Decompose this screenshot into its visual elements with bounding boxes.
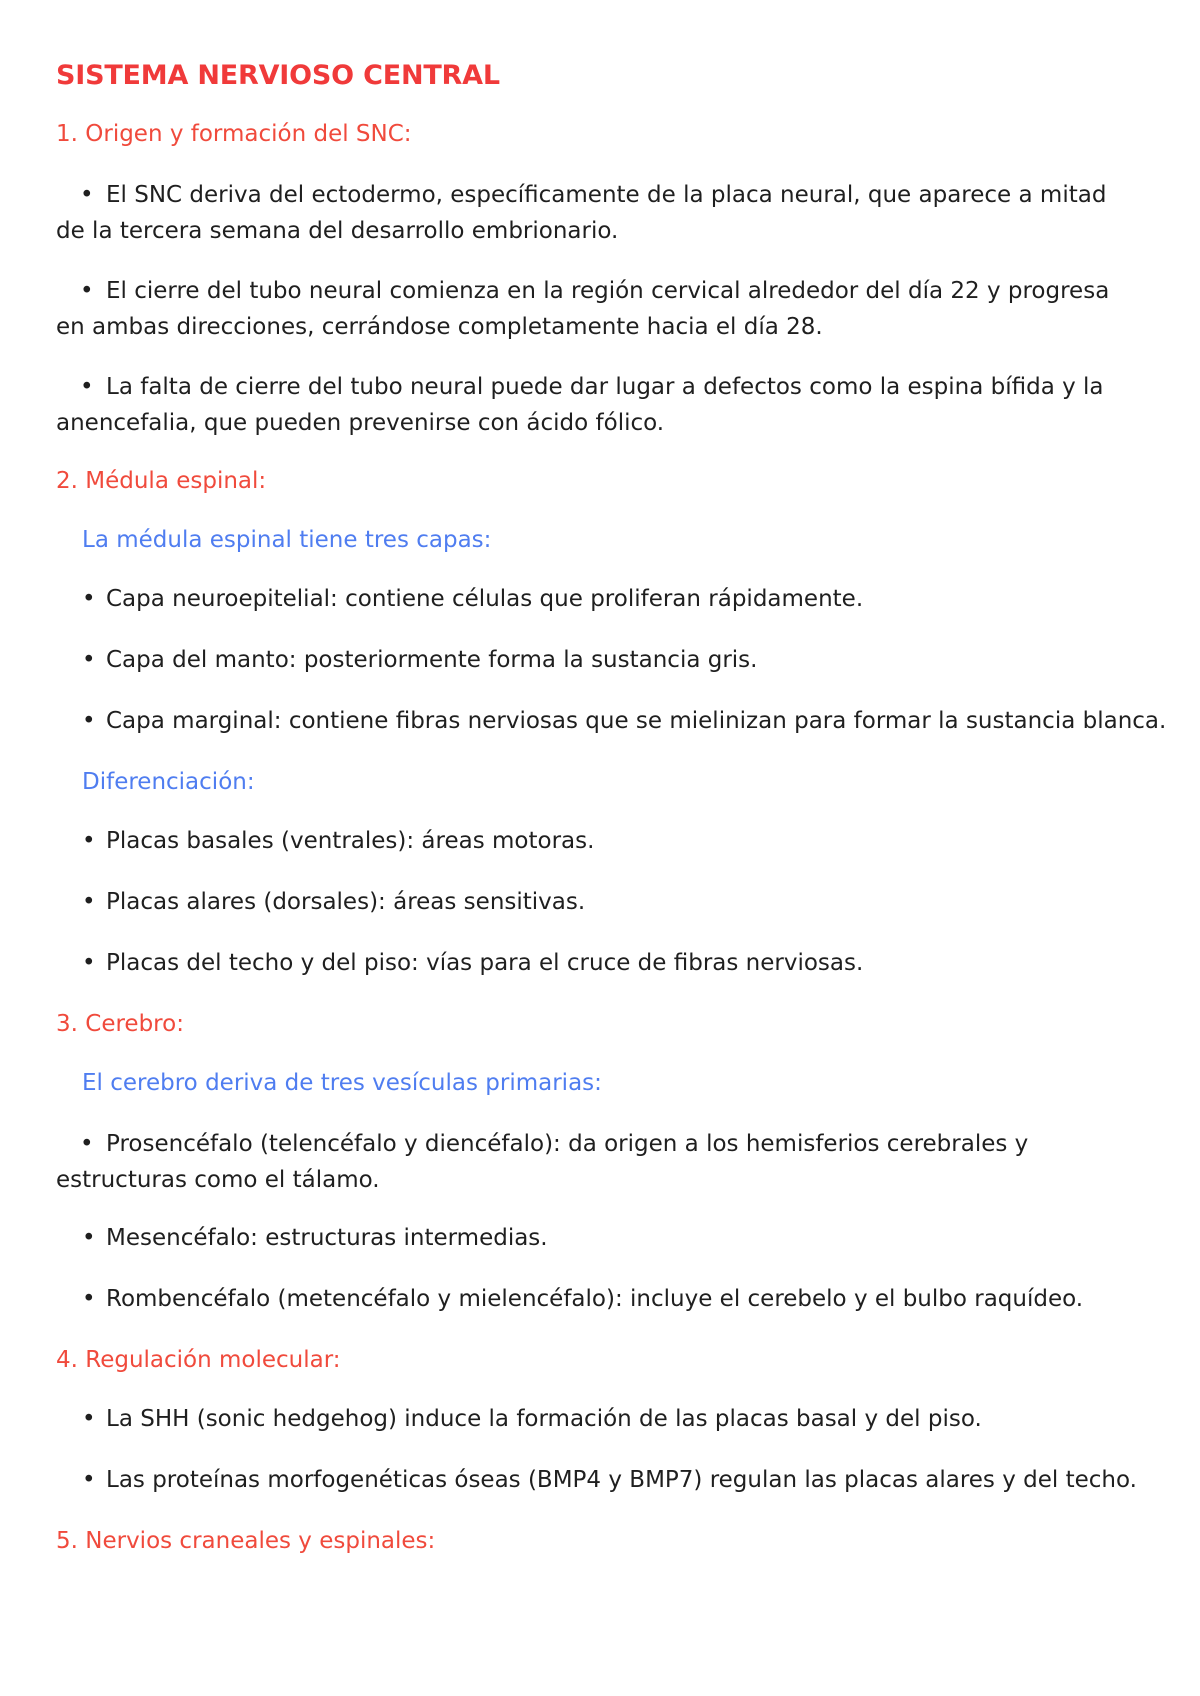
bullet-icon: • bbox=[82, 950, 96, 976]
list-item: • Placas del techo y del piso: vías para el cruce de fibras nerviosas. bbox=[82, 947, 1138, 979]
list-item: • Las proteínas morfogenéticas óseas (BMP4 y BMP7) regulan las placas alares y del techo. bbox=[82, 1464, 1138, 1496]
section-heading: 2. Médula espinal: bbox=[56, 468, 267, 494]
bullet-paragraph: • El SNC deriva del ectodermo, específicamente de la placa neural, que aparece a mitad de la tercera semana del desarrollo embrionario. bbox=[56, 177, 1138, 249]
list-item: • La SHH (sonic hedgehog) induce la formación de las placas basal y del piso. bbox=[82, 1403, 1138, 1435]
section-heading: 1. Origen y formación del SNC: bbox=[56, 121, 412, 147]
bullet-icon: • bbox=[82, 586, 96, 612]
list-item: • Capa del manto: posteriormente forma la sustancia gris. bbox=[82, 644, 1138, 676]
section-medula bbox=[56, 465, 1167, 979]
bullet-icon: • bbox=[80, 374, 94, 400]
section-heading: 3. Cerebro: bbox=[56, 1011, 184, 1037]
subheading: El cerebro deriva de tres vesículas primarias: bbox=[82, 1070, 602, 1096]
bullet-icon: • bbox=[82, 889, 96, 915]
list-item: • Mesencéfalo: estructuras intermedias. bbox=[82, 1222, 1138, 1254]
bullet-icon: • bbox=[82, 1406, 96, 1432]
bullet-icon: • bbox=[82, 1467, 96, 1493]
document-title: SISTEMA NERVIOSO CENTRAL bbox=[56, 60, 500, 91]
bullet-icon: • bbox=[82, 1286, 96, 1312]
bullet-icon: • bbox=[80, 182, 94, 208]
list-item: • Placas alares (dorsales): áreas sensitivas. bbox=[82, 886, 1138, 918]
list-item: • Placas basales (ventrales): áreas motoras. bbox=[82, 825, 1138, 857]
bullet-icon: • bbox=[82, 1225, 96, 1251]
section-heading: 5. Nervios craneales y espinales: bbox=[56, 1528, 436, 1554]
bullet-icon: • bbox=[82, 647, 96, 673]
bullet-icon: • bbox=[80, 1131, 94, 1157]
subheading: La médula espinal tiene tres capas: bbox=[82, 527, 492, 553]
bullet-paragraph: • El cierre del tubo neural comienza en la región cervical alrededor del día 22 y progresa en ambas direcciones, cerrándose completamente hacia el día 28. bbox=[56, 273, 1138, 345]
bullet-icon: • bbox=[82, 828, 96, 854]
bullet-paragraph: • La falta de cierre del tubo neural puede dar lugar a defectos como la espina bífida y la anencefalia, que pueden prevenirse con ácido fólico. bbox=[56, 369, 1138, 441]
section-origen bbox=[56, 118, 1138, 441]
subheading: Diferenciación: bbox=[82, 769, 255, 795]
bullet-paragraph: • Prosencéfalo (telencéfalo y diencéfalo): da origen a los hemisferios cerebrales y estructuras como el tálamo. bbox=[56, 1126, 1138, 1198]
bullet-icon: • bbox=[82, 708, 96, 734]
bullet-icon: • bbox=[80, 278, 94, 304]
section-nervios bbox=[56, 1525, 1138, 1557]
section-regulacion bbox=[56, 1344, 1138, 1496]
list-item: • Rombencéfalo (metencéfalo y mielencéfalo): incluye el cerebelo y el bulbo raquídeo. bbox=[82, 1283, 1138, 1315]
section-heading: 4. Regulación molecular: bbox=[56, 1347, 341, 1373]
section-cerebro bbox=[56, 1008, 1138, 1315]
list-item: • Capa neuroepitelial: contiene células que proliferan rápidamente. bbox=[82, 583, 1138, 615]
list-item: • Capa marginal: contiene fibras nerviosas que se mielinizan para formar la sustancia blanca. bbox=[82, 705, 1138, 737]
